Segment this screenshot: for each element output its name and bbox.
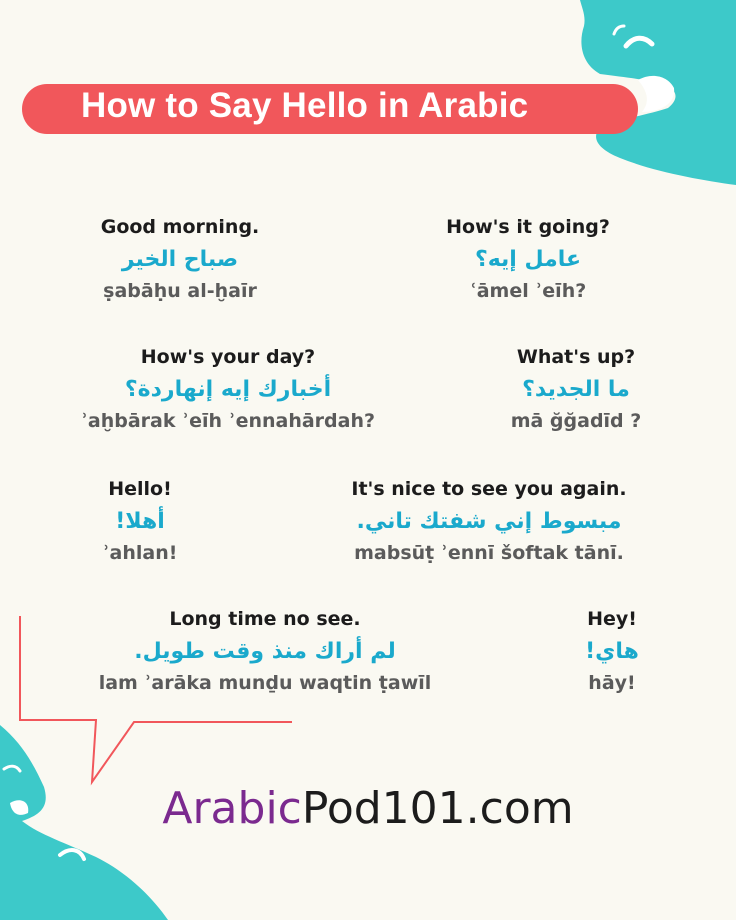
phrase-whats-up [486,342,666,437]
phrase-transliteration: ṣabāḥu al-ḫaīr [103,280,257,302]
phrase-transliteration: ʾaḫbārak ʾeīh ʾennahārdah? [80,410,376,432]
phrase-arabic: أهلا! [115,509,165,534]
phrase-english: Hello! [108,478,172,500]
phrase-transliteration: mā ğğadīd ? [510,410,642,432]
phrase-english: Hey! [587,608,637,630]
phrase-arabic: صباح الخير [121,247,239,272]
phrase-arabic: مبسوط إني شفتك تاني. [356,509,622,534]
website-domain-part: Pod101.com [301,783,574,834]
phrase-transliteration: ʿāmel ʾeīh? [469,280,587,302]
phrase-hello [80,474,200,569]
phrase-arabic: عامل إيه؟ [474,247,582,272]
page-title: How to Say Hello in Arabic [81,86,529,125]
phrase-transliteration: mabsūṭ ʾennī šoftak tānī. [354,542,624,564]
phrase-good-morning [80,212,280,307]
phrase-english: How's your day? [140,346,316,368]
phrase-hey [572,604,652,699]
website-url [0,783,736,834]
phrase-long-time-no-see [80,604,450,699]
phrase-english: Long time no see. [169,608,361,630]
phrase-english: It's nice to see you again. [351,478,627,500]
phrase-arabic: لم أراك منذ وقت طويل. [134,639,396,664]
phrase-transliteration: lam ʾarāka munḏu waqtin ṭawīl [98,672,432,694]
phrase-hows-it-going [428,212,628,307]
phrase-nice-to-see-you [334,474,644,569]
phrase-transliteration: hāy! [588,672,636,694]
phrase-hows-your-day [70,342,386,437]
phrase-english: How's it going? [446,216,610,238]
website-brand-part: Arabic [162,783,302,834]
phrase-arabic: هاي! [585,639,639,664]
phrase-english: Good morning. [100,216,260,238]
phrase-arabic: ما الجديد؟ [522,377,630,402]
phrase-transliteration: ʾahlan! [102,542,178,564]
phrase-arabic: أخبارك إيه إنهاردة؟ [124,377,332,402]
phrase-english: What's up? [516,346,636,368]
